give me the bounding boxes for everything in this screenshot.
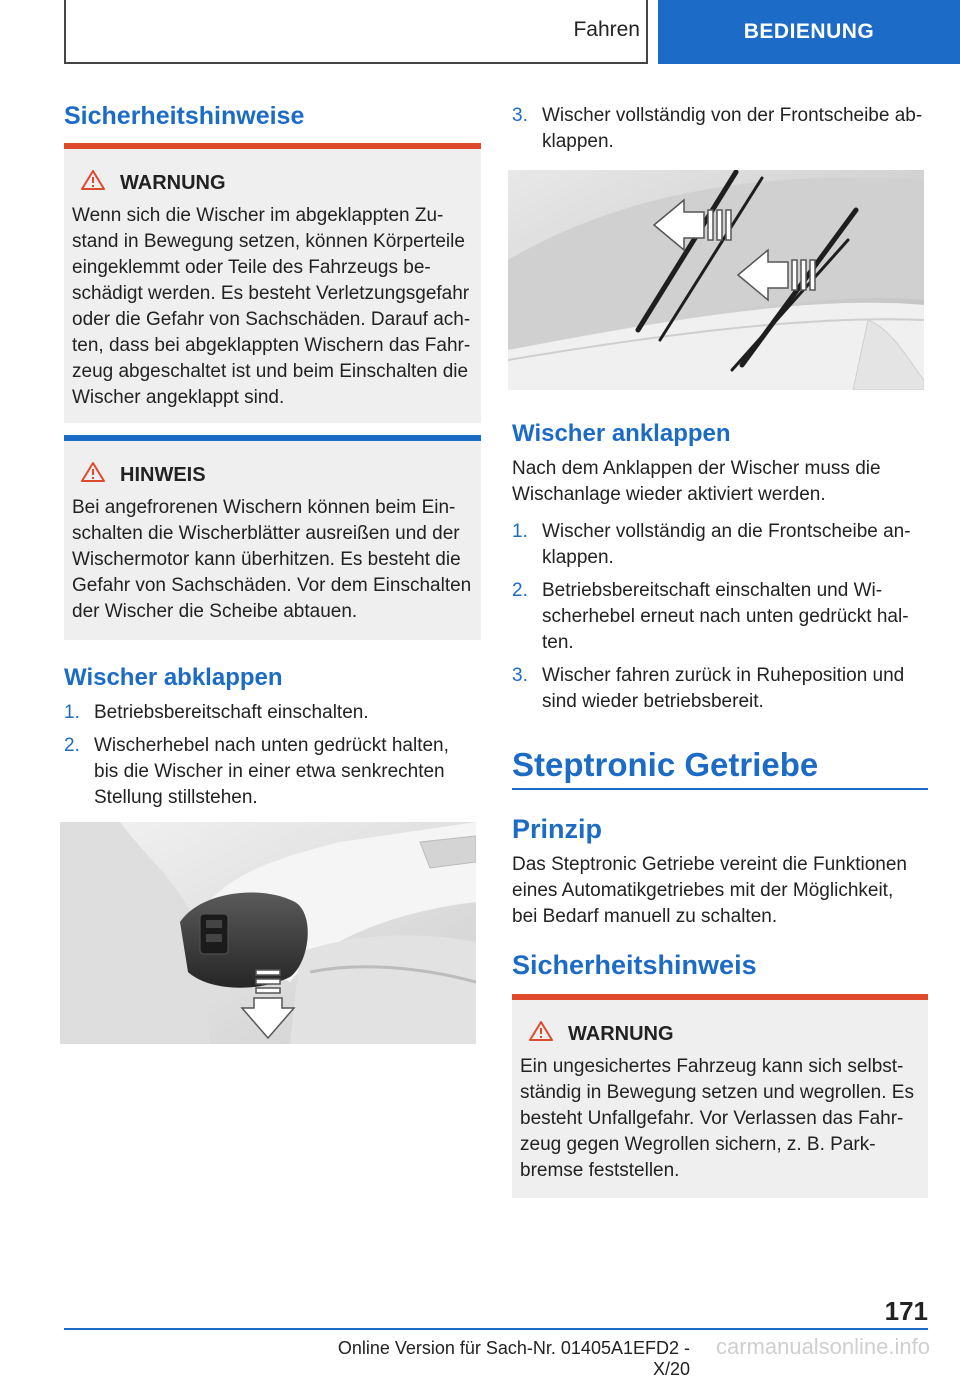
notice-header: [72, 461, 473, 489]
text-line: Betriebsbereitschaft einschalten.: [94, 702, 369, 723]
heading-prinzip: Prinzip: [512, 814, 603, 844]
wiper-lever-illustration: [60, 822, 476, 1044]
text-line: Das Steptronic Getriebe vereint die Funktionen: [512, 854, 907, 875]
step-number: 2.: [64, 735, 80, 756]
text-line: ständig in Bewegung setzen und wegrollen. Es: [520, 1082, 914, 1103]
text-line: Betriebsbereitschaft einschalten und Wi-: [542, 580, 883, 601]
text-line: bis die Wischer in einer etwa senkrechten: [94, 761, 445, 782]
step-number: 1.: [512, 521, 528, 542]
warning-text: [72, 203, 473, 411]
text-line: zeug gegen Wegrollen sichern, z. B. Park-: [520, 1134, 876, 1155]
text-line: sind wieder betriebsbereit.: [542, 691, 764, 712]
list-item: [512, 578, 928, 656]
warning-box: [64, 149, 481, 423]
text-line: klappen.: [542, 547, 614, 568]
text-line: ten, dass bei abgeklappten Wischern das Fahr-: [72, 335, 471, 356]
step-number: 3.: [512, 665, 528, 686]
text-line: Wischer vollständig von der Frontscheibe ab-: [542, 105, 923, 126]
step-3-abklappen: [512, 103, 928, 155]
watermark: carmanualsonline.info: [715, 1334, 930, 1359]
heading-wischer-anklappen: Wischer anklappen: [512, 420, 731, 447]
list-item: [512, 663, 928, 715]
text-line: bei Bedarf manuell zu schalten.: [512, 906, 778, 927]
notice-label: HINWEIS: [120, 463, 206, 486]
text-line: Ein ungesichertes Fahrzeug kann sich selbst-: [520, 1056, 904, 1077]
footer-rule: [64, 1328, 928, 1330]
text-line: Wischermotor kann überhitzen. Es besteht die: [72, 549, 461, 570]
windshield-wipers-illustration: [508, 170, 924, 390]
list-item: [512, 519, 928, 571]
chapter-label: Fahren: [573, 18, 640, 41]
warning-label: WARNUNG: [120, 171, 226, 194]
heading-sicherheitshinweis: Sicherheitshinweis: [512, 950, 757, 980]
text-line: Wischer angeklappt sind.: [72, 387, 285, 408]
title-steptronic-getriebe: Steptronic Getriebe: [512, 746, 819, 783]
footer-version: Online Version für Sach-Nr. 01405A1EFD2 - X/20: [337, 1338, 690, 1379]
text-line: eines Automatikgetriebes mit der Möglichkeit,: [512, 880, 894, 901]
page-number: 171: [884, 1296, 928, 1326]
text-line: klappen.: [542, 131, 614, 152]
section-tab[interactable]: BEDIENUNG: [658, 0, 960, 64]
text-line: oder die Gefahr von Sachschäden. Darauf ach-: [72, 309, 471, 330]
text-line: zeug abgeschaltet ist und beim Einschalten die: [72, 361, 469, 382]
text-line: besteht Unfallgefahr. Vor Verlassen das Fahr-: [520, 1108, 904, 1129]
text-line: stand in Bewegung setzen, können Körperteile: [72, 231, 465, 252]
warning-triangle-icon: [80, 461, 106, 489]
text-line: bremse feststellen.: [520, 1160, 680, 1181]
warning-text: [520, 1054, 920, 1184]
warning-triangle-icon: [528, 1020, 554, 1048]
text-line: Wenn sich die Wischer im abgeklappten Zu-: [72, 205, 444, 226]
text-line: Wischanlage wieder aktiviert werden.: [512, 484, 826, 505]
text-line: Bei angefrorenen Wischern können beim Ein-: [72, 497, 456, 518]
notice-text: [72, 495, 473, 625]
heading-wischer-abklappen: Wischer abklappen: [64, 664, 283, 691]
text-line: der Wischer die Scheibe abtauen.: [72, 601, 358, 622]
step-number: 2.: [512, 580, 528, 601]
steps-abklappen: [64, 700, 481, 811]
warning-header: [72, 169, 473, 197]
list-item: [512, 103, 928, 155]
heading-sicherheitshinweise: Sicherheitshinweise: [64, 102, 305, 130]
warning-label: WARNUNG: [568, 1022, 674, 1045]
notice-box: [64, 441, 481, 640]
steps-anklappen: [512, 519, 928, 715]
text-line: Wischerhebel nach unten gedrückt halten,: [94, 735, 449, 756]
anklappen-intro: [512, 456, 928, 508]
text-line: schalten die Wischerblätter ausreißen und der: [72, 523, 460, 544]
text-line: Wischer fahren zurück in Ruheposition und: [542, 665, 905, 686]
list-item: [64, 733, 481, 811]
text-line: Nach dem Anklappen der Wischer muss die: [512, 458, 881, 479]
text-line: Stellung stillstehen.: [94, 787, 258, 808]
warning-box-steptronic: [512, 1000, 928, 1198]
step-number: 3.: [512, 105, 528, 126]
text-line: Gefahr von Sachschäden. Vor dem Einschalten: [72, 575, 472, 596]
text-line: eingeklemmt oder Teile des Fahrzeugs be-: [72, 257, 431, 278]
step-number: 1.: [64, 702, 80, 723]
warning-triangle-icon: [80, 169, 106, 197]
text-line: scherhebel erneut nach unten gedrückt hal-: [542, 606, 909, 627]
prinzip-text: [512, 852, 928, 930]
text-line: ten.: [542, 632, 574, 653]
title-rule: [512, 788, 928, 790]
text-line: schädigt werden. Es besteht Verletzungsgefahr: [72, 283, 470, 304]
text-line: Wischer vollständig an die Frontscheibe an-: [542, 521, 911, 542]
warning-header: [520, 1020, 920, 1048]
list-item: [64, 700, 481, 726]
